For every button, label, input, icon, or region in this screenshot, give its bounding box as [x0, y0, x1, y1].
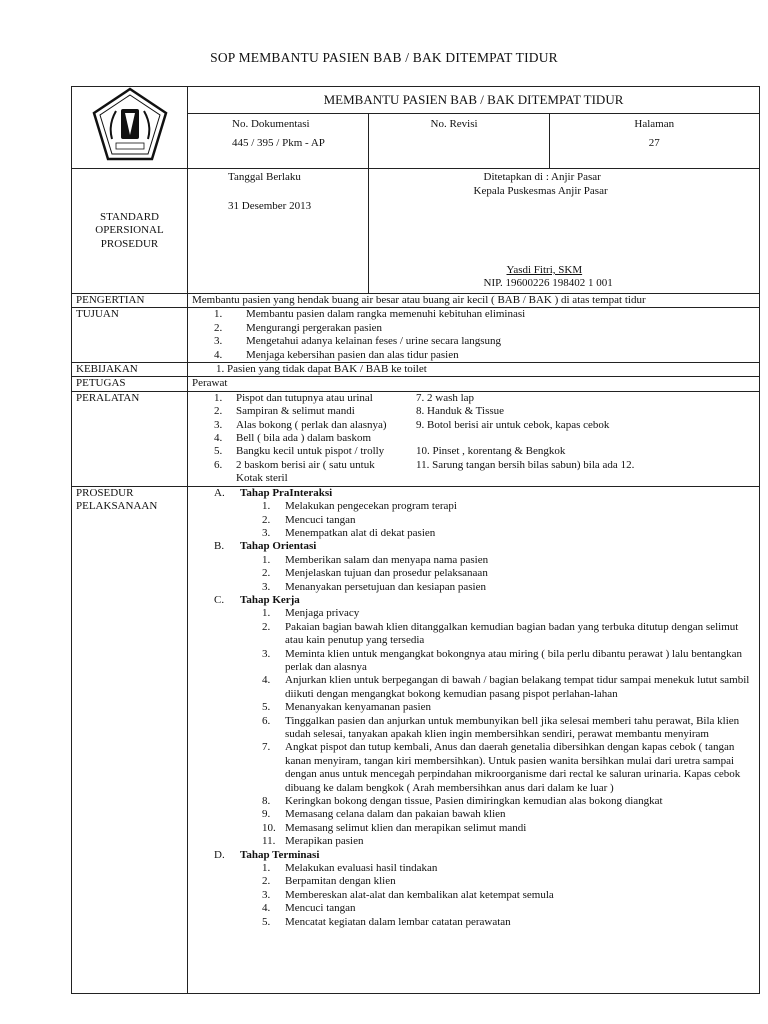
doc-info-cell — [188, 114, 760, 169]
step-item: 2. Mencuci tangan — [262, 513, 356, 526]
no-rev-value — [368, 137, 549, 168]
regency-logo-icon — [90, 87, 170, 163]
section-b-heading: B. Tahap Orientasi — [214, 540, 317, 553]
tujuan-item: 3. Mengetahui adanya kelainan feses / urine secara langsung — [214, 335, 502, 348]
section-d-steps — [192, 862, 755, 929]
peralatan-row: 1. Pispot dan tutupnya atau urinal 7. 2 wash lap — [214, 391, 475, 404]
step-item: 3. Membereskan alat-alat dan kembalikan alat ketempat semula — [262, 888, 554, 901]
standard-label-cell — [72, 169, 188, 294]
header-title: MEMBANTU PASIEN BAB / BAK DITEMPAT TIDUR — [188, 87, 760, 114]
ditetapkan-block — [368, 169, 759, 293]
step-item: 7. Angkat pispot dan tutup kembali, Anus dan daerah genetalia dibersihkan dengan kapas cebok ( tangan kanan menyiram, tangan kiri membersihkan). Untuk pasien wanita bersihkan mulai dari uretra sampai dengan anus untuk mencegah perpindahan mikroorganisme dari rectal ke saluran urinaria. Kapas cebok dibuang ke dalam bengkok ( Arah membersihkan anus dari dalam ke luar ) — [262, 741, 741, 794]
tujuan-label: TUJUAN — [72, 308, 188, 363]
validity-cell — [188, 169, 760, 294]
no-dok-value: 445 / 395 / Pkm - AP — [232, 137, 325, 150]
no-rev-label: No. Revisi — [368, 114, 549, 137]
document-title: SOP MEMBANTU PASIEN BAB / BAK DITEMPAT TIDUR — [210, 50, 558, 65]
pengertian-label: PENGERTIAN — [72, 294, 188, 308]
step-item: 5. Mencatat kegiatan dalam lembar catatan perawatan — [262, 915, 511, 928]
section-a-steps — [192, 500, 755, 540]
peralatan-tail: Kotak steril — [236, 472, 288, 485]
ditetapkan-text: Ditetapkan di : Anjir Pasar — [483, 171, 601, 183]
standard-line-3: PROSEDUR — [100, 237, 159, 250]
peralatan-row: 4. Bell ( bila ada ) dalam baskom — [214, 432, 372, 445]
pengertian-text: Membantu pasien yang hendak buang air besar atau buang air kecil ( BAB / BAK ) di atas tempat tidur — [188, 294, 760, 308]
step-item: 9. Memasang celana dalam dan pakaian bawah klien — [262, 808, 506, 821]
peralatan-row: 6. 2 baskom berisi air ( satu untuk 11. Sarung tangan bersih bilas sabun) bila ada 12. — [214, 458, 635, 471]
tanggal-value: 31 Desember 2013 — [228, 200, 312, 213]
halaman-label: Halaman — [549, 114, 759, 137]
step-item: 2. Berpamitan dengan klien — [262, 875, 396, 888]
prosedur-cell — [188, 486, 760, 993]
step-item: 10. Memasang selimut klien dan merapikan selimut mandi — [262, 821, 527, 834]
tujuan-item: 2. Mengurangi pergerakan pasien — [214, 321, 383, 334]
step-item: 5. Menanyakan kenyamanan pasien — [262, 701, 431, 714]
peralatan-row: 3. Alas bokong ( perlak dan alasnya) 9. Botol berisi air untuk cebok, kapas cebok — [214, 418, 610, 431]
prosedur-label-1: PROSEDUR — [76, 486, 134, 499]
section-c-steps — [192, 607, 755, 848]
peralatan-row: 2. Sampiran & selimut mandi 8. Handuk & Tissue — [214, 405, 505, 418]
petugas-text: Perawat — [188, 377, 760, 391]
step-item: 6. Tinggalkan pasien dan anjurkan untuk membunyikan bell jika selesai memberi tahu perawat, Bila klien sudah selesai, tanyakan apakah klien ingin membersihkan sendiri, perawat membantu menyiram — [262, 714, 740, 740]
section-b-steps — [192, 554, 755, 594]
standard-line-1: STANDARD — [99, 210, 159, 223]
step-item: 2. Pakaian bagian bawah klien ditanggalkan kemudian bagian badan yang terbuka ditutup dengan selimut atau kain penutup yang tersedia — [262, 620, 739, 647]
peralatan-cell — [188, 391, 760, 486]
step-item: 1. Melakukan evaluasi hasil tindakan — [262, 862, 438, 875]
step-item: 1. Memberikan salam dan menyapa nama pasien — [262, 553, 489, 566]
kepala-text: Kepala Puskesmas Anjir Pasar — [473, 185, 608, 197]
step-item: 4. Anjurkan klien untuk berpegangan di bawah / bagian belakang tempat tidur sampai menekuk lutut sambil diikuti dengan mengangkat bokong kemudian pasang pispot perlahan-lahan — [262, 674, 750, 700]
step-item: 11. Merapikan pasien — [262, 835, 364, 848]
signer-name: Yasdi Fitri, SKM — [506, 264, 583, 276]
tujuan-cell — [188, 308, 760, 363]
standard-line-2: OPERSIONAL — [95, 224, 164, 237]
step-item: 3. Meminta klien untuk mengangkat bokongnya atau miring ( bila perlu dibantu perawat ) lalu bentangkan perlak dan alasnya — [262, 647, 742, 673]
step-item: 1. Melakukan pengecekan program terapi — [262, 500, 457, 513]
tanggal-label: Tanggal Berlaku — [228, 171, 301, 183]
step-item: 2. Menjelaskan tujuan dan prosedur pelaksanaan — [262, 567, 488, 580]
signer-nip: NIP. 19600226 198402 1 001 — [483, 277, 613, 289]
prosedur-label-2: PELAKSANAAN — [76, 500, 158, 513]
step-item: 3. Menempatkan alat di dekat pasien — [262, 526, 436, 539]
step-item: 1. Menjaga privacy — [262, 607, 360, 620]
peralatan-label: PERALATAN — [72, 391, 188, 486]
kebijakan-label: KEBIJAKAN — [72, 363, 188, 377]
section-c-heading: C. Tahap Kerja — [214, 593, 300, 606]
tujuan-item: 4. Menjaga kebersihan pasien dan alas tidur pasien — [214, 348, 459, 361]
step-item: 4. Mencuci tangan — [262, 902, 356, 915]
logo-cell — [72, 87, 188, 169]
halaman-value: 27 — [549, 137, 759, 168]
peralatan-row: 5. Bangku kecil untuk pispot / trolly 10. Pinset , korentang & Bengkok — [214, 445, 566, 458]
tanggal-block — [188, 169, 368, 293]
tujuan-item: 1. Membantu pasien dalam rangka memenuhi kebituhan eliminasi — [214, 308, 526, 321]
kebijakan-text: 1. Pasien yang tidak dapat BAK / BAB ke toilet — [188, 363, 760, 377]
step-item: 8. Keringkan bokong dengan tissue, Pasien dimiringkan kemudian alas bokong diangkat — [262, 795, 663, 808]
petugas-label: PETUGAS — [72, 377, 188, 391]
section-d-heading: D. Tahap Terminasi — [214, 848, 320, 861]
step-item: 3. Menanyakan persetujuan dan kesiapan pasien — [262, 580, 486, 593]
section-a-heading: A. Tahap PraInteraksi — [214, 486, 333, 499]
prosedur-label-cell — [72, 486, 188, 993]
sop-table — [71, 86, 760, 994]
no-dok-label: No. Dokumentasi — [232, 118, 310, 130]
